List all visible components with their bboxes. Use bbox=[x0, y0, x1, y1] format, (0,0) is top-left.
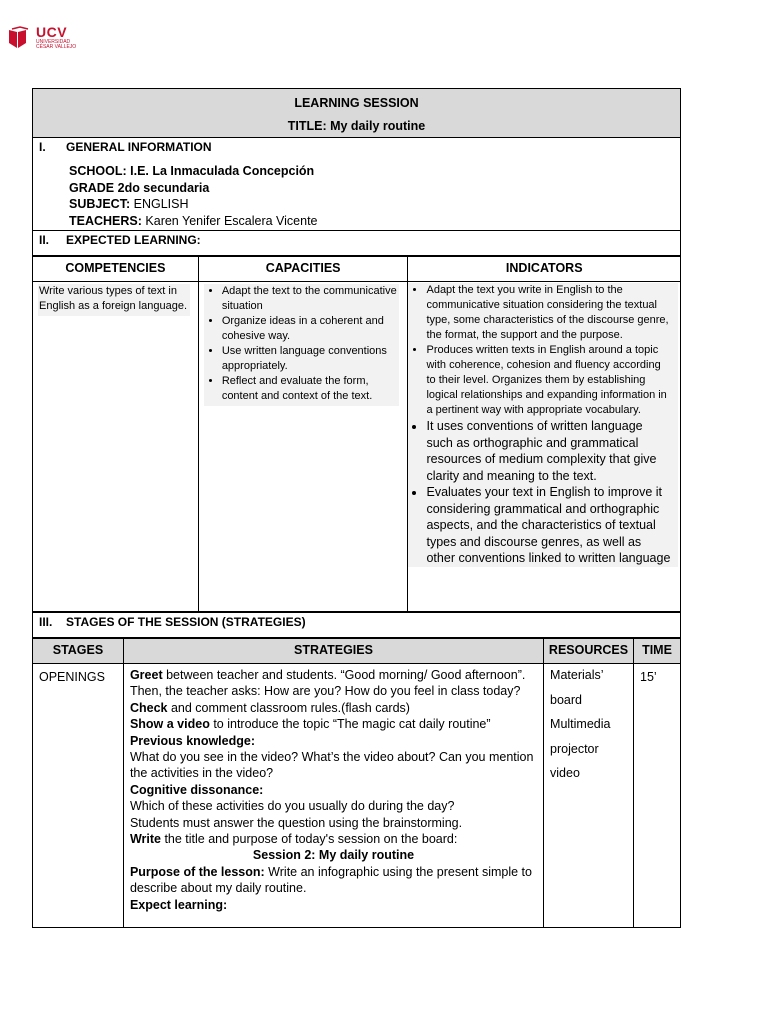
resource-item: video bbox=[550, 766, 580, 781]
grade-line: GRADE 2do secundaria bbox=[69, 180, 210, 195]
indicators-list-large bbox=[408, 418, 672, 567]
indicators-header: INDICATORS bbox=[408, 257, 681, 282]
capacity-item: • Use written language conventions appropriately. bbox=[222, 344, 400, 374]
capacities-cell bbox=[198, 282, 408, 612]
openings-strategies bbox=[123, 664, 543, 928]
greet-paragraph: Greet between teacher and students. “Good morning/ Good afternoon”. Then, the teacher asks: How are you? How do you feel in class today? bbox=[129, 668, 526, 699]
logo-name: UCV bbox=[36, 24, 68, 40]
stages-section bbox=[33, 613, 681, 638]
indicators-list bbox=[408, 283, 672, 418]
header-title-2: TITLE: My daily routine bbox=[287, 119, 426, 133]
previous-knowledge-text: What do you see in the video? What’s the video about? Can you mention the activities in the video? bbox=[129, 750, 534, 781]
resource-item: Materials’ bbox=[550, 668, 604, 682]
section-1-heading: I. GENERAL INFORMATION bbox=[39, 140, 212, 154]
competency-cell bbox=[33, 282, 199, 612]
section-2-heading: II. EXPECTED LEARNING: bbox=[39, 233, 201, 247]
learning-session-document bbox=[32, 88, 681, 928]
capacity-item: • Adapt the text to the communicative situation bbox=[222, 284, 400, 314]
competencies-header: COMPETENCIES bbox=[33, 257, 199, 282]
stages-header: STAGES bbox=[33, 639, 124, 664]
section-3-heading: III. STAGES OF THE SESSION (STRATEGIES) bbox=[39, 615, 306, 629]
previous-knowledge-heading: Previous knowledge: bbox=[129, 733, 255, 748]
ucv-logo bbox=[8, 24, 78, 52]
indicator-item: • It uses conventions of written language such as orthographic and grammatical resources of medium complexity that give clarity and meaning to the text. bbox=[426, 418, 672, 484]
session-title: Session 2: My daily routine bbox=[252, 848, 415, 863]
resource-item: projector bbox=[550, 741, 599, 756]
indicator-item: • Produces written texts in English around a topic with coherence, cohesion and fluency according to their level. Organizes them by establishing logical relationships and expanding information in a pertinent way with appropriate vocabulary. bbox=[426, 343, 672, 418]
indicators-cell bbox=[408, 282, 681, 612]
write-paragraph: Write the title and purpose of today's session on the board: bbox=[129, 832, 458, 847]
general-information-section bbox=[33, 138, 681, 231]
header-table bbox=[32, 88, 681, 256]
cognitive-dissonance-text: Which of these activities do you usually do during the day? bbox=[129, 799, 455, 814]
general-information-content bbox=[33, 163, 680, 229]
cognitive-dissonance-heading: Cognitive dissonance: bbox=[129, 782, 264, 797]
openings-time: 15’ bbox=[634, 664, 681, 928]
university-crest-icon bbox=[8, 26, 32, 50]
logo-subtitle: UNIVERSIDAD CÉSAR VALLEJO bbox=[36, 39, 77, 50]
expected-learning-table bbox=[32, 256, 681, 612]
brainstorming-text: Students must answer the question using the brainstorming. bbox=[129, 815, 463, 830]
school-line: SCHOOL: I.E. La Inmaculada Concepción bbox=[69, 164, 315, 178]
capacity-item: • Organize ideas in a coherent and cohesive way. bbox=[222, 314, 400, 344]
teachers-line: TEACHERS: Karen Yenifer Escalera Vicente bbox=[69, 213, 318, 228]
time-header: TIME bbox=[634, 639, 681, 664]
check-paragraph: Check and comment classroom rules.(flash cards) bbox=[129, 700, 410, 715]
subject-line: SUBJECT: ENGLISH bbox=[69, 197, 189, 211]
resource-item: Multimedia bbox=[550, 717, 611, 732]
capacities-header: CAPACITIES bbox=[198, 257, 408, 282]
stage-openings: OPENINGS bbox=[33, 664, 124, 928]
resources-header: RESOURCES bbox=[544, 639, 634, 664]
openings-resources bbox=[544, 664, 634, 928]
purpose-paragraph: Purpose of the lesson: Write an infographic using the present simple to describe about my daily routine. bbox=[129, 864, 532, 896]
stages-section-table bbox=[32, 612, 681, 638]
expect-learning-heading: Expect learning: bbox=[129, 897, 228, 912]
resource-item: board bbox=[550, 692, 583, 707]
document-header bbox=[33, 89, 681, 138]
stages-table bbox=[32, 638, 681, 928]
strategies-header: STRATEGIES bbox=[123, 639, 543, 664]
header-title-1: LEARNING SESSION bbox=[294, 96, 419, 110]
video-paragraph: Show a video to introduce the topic “The magic cat daily routine” bbox=[129, 717, 491, 732]
capacities-list bbox=[204, 284, 400, 404]
expected-learning-section bbox=[33, 231, 681, 256]
indicator-item: • Evaluates your text in English to improve it considering grammatical and orthographic aspects, and the characteristics of textual types and discourse genres, as well as other conventions linked to written language bbox=[426, 484, 672, 567]
indicator-item: • Adapt the text you write in English to the communicative situation considering the textual type, some characteristics of the discourse genre, the format, the support and the purpose. bbox=[426, 283, 672, 343]
capacity-item: • Reflect and evaluate the form, content and context of the text. bbox=[222, 374, 400, 404]
competency-text: Write various types of text in English as a foreign language. bbox=[38, 284, 190, 316]
